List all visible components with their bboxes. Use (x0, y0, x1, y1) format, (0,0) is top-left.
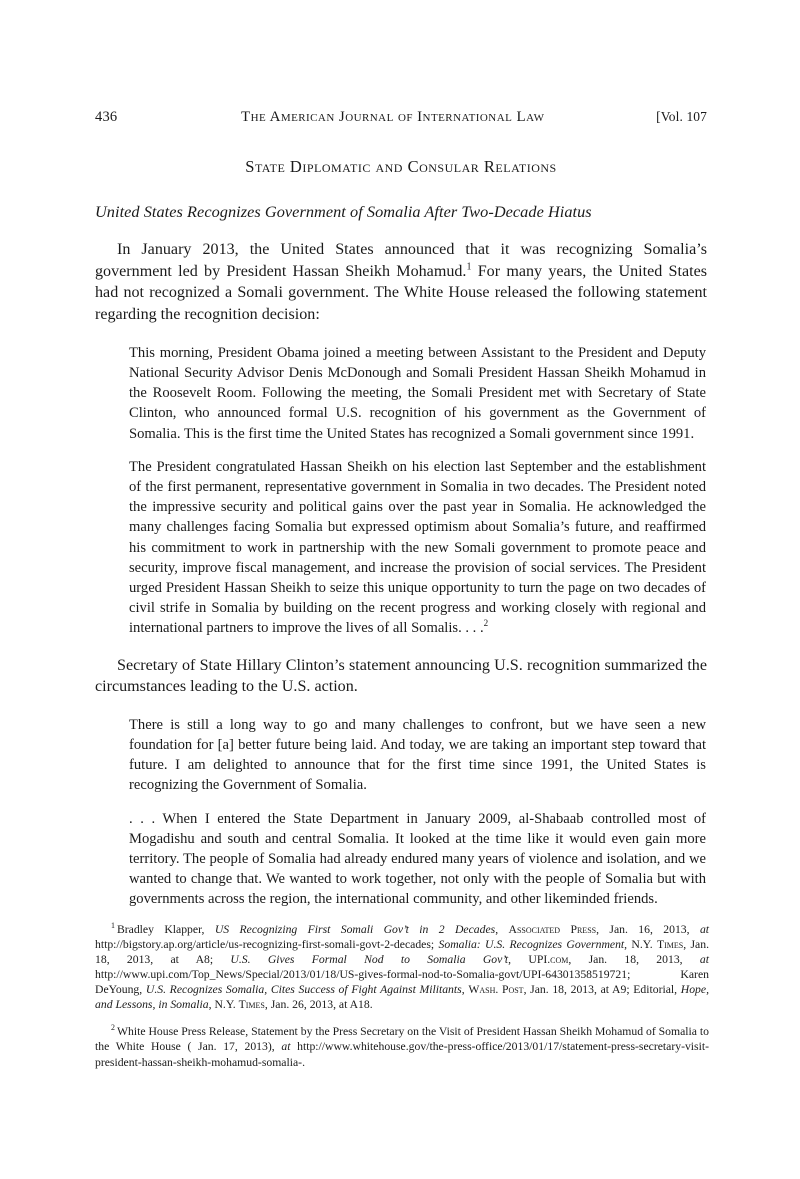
footnote-text-run: Bradley Klapper, (116, 922, 215, 936)
footnote-text-run: , UPI. (508, 952, 551, 966)
running-head (95, 108, 707, 126)
white-house-statement-quote (129, 343, 706, 639)
footnote-ref-2[interactable]: 2 (483, 618, 489, 629)
footnote-text-run: , (461, 983, 469, 997)
footnote-text-run: Times (656, 937, 684, 951)
clinton-intro-paragraph: Secretary of State Hillary Clinton’s statement announcing U.S. recognition summarized the circumstances leading to the U.S. action. (95, 656, 707, 696)
intro-paragraph (95, 239, 707, 326)
footnote-text-run: U.S. Gives Formal Nod to Somalia Gov’t (230, 952, 509, 966)
footnote-text-run: Wash. Post (468, 983, 524, 997)
footnote-text-run: http://www.whitehouse.gov/the-press-office/2013/01/17/statement-press-secretary-visit-president-hassan-sheikh-mohamud-somalia-. (95, 1040, 709, 1069)
footnote-marker: 2 (111, 1023, 115, 1033)
footnote-text-run: http://www.upi.com/Top_News/Special/2013/01/18/US-gives-formal-nod-to-Somalia-govt/UPI-64301358519721; Karen DeYoung, (95, 968, 709, 997)
section-heading: State Diplomatic and Consular Relations (245, 157, 557, 176)
footnote-text-run: , N.Y. (624, 937, 657, 951)
quote-paragraph-text: The President congratulated Hassan Sheikh on his election last September and the establishment of the first permanent, representative government in Somalia in two decades. The President noted the impressive security and political gains over the past year in Somalia. He acknowledged the many challenges facing Somalia but expressed optimism about Somalia’s future, and reaffirmed his commitment to work in partnership with the new Somali government to promote peace and security, improve fiscal management, and increase the provision of social services. The President urged President Hassan Sheikh to seize this unique opportunity to turn the page on two decades of civil strife in Somalia by building on the recent progress and working closely with regional and international partners to improve the lives of all Somalis. . . . (129, 458, 706, 637)
footnote-text-run: , Jan. 16, 2013, (596, 922, 700, 936)
footnote-text-run: http://bigstory.ap.org/article/us-recognizing-first-somali-govt-2-decades; (95, 937, 439, 951)
footnote (95, 922, 709, 1013)
quote-paragraph: There is still a long way to go and many challenges to confront, but we have seen a new foundation for [a] better future being laid. And today, we are taking an important step toward that future. I am delighted to announce that for the first time since 1991, the United States is recognizing the Government of Somalia. (129, 716, 706, 794)
quote-paragraph (129, 457, 706, 639)
footnote-text-run: US Recognizing First Somali Gov’t in 2 Decades (214, 922, 496, 936)
footnote-text-run: U.S. Recognizes Somalia, Cites Success of Fight Against Militants (145, 983, 462, 997)
footnote-ref-1[interactable]: 1 (466, 261, 472, 273)
footnote-text-run: Associated Press (508, 922, 597, 936)
page-content (95, 108, 707, 910)
footnote-text-run: , Jan. 26, 2013, at A18. (264, 998, 373, 1012)
footnote-text-run: com (550, 952, 569, 966)
quote-paragraph: . . . When I entered the State Department in January 2009, al-Shabaab controlled most of Mogadishu and south and central Somalia. It looked at the time like it would even gain more territory. The people of Somalia had already endured many years of violence and isolation, and we wanted to change that. We wanted to work together, not only with the people of Somalia but with governments across the region, the international community, and other likeminded friends. (129, 810, 706, 908)
footnote (95, 1024, 709, 1069)
footnote-text-run: at (699, 952, 709, 966)
footnote-text-run: , Jan. 18, 2013, at A9; Editorial, (523, 983, 681, 997)
article-title: United States Recognizes Government of Somalia After Two-Decade Hiatus (95, 201, 592, 221)
intro-paragraph-text-1: In January 2013, the United States announced that it was recognizing Somalia’s government led by President Hassan Sheikh Mohamud. (95, 241, 707, 280)
volume-label: [Vol. 107 (656, 109, 707, 124)
journal-title: The American Journal of International Law (241, 109, 545, 125)
quote-paragraph: This morning, President Obama joined a meeting between Assistant to the President and Deputy National Security Advisor Denis McDonough and Somali President Hassan Sheikh Mohamud in the Roosevelt Room. Following the meeting, the Somali President met with Secretary of State Clinton, who announced formal U.S. recognition of his government as the Government of Somalia. This is the first time the United States has recognized a Somali government since 1991. (129, 344, 706, 442)
footnote-text-run: Somalia: U.S. Recognizes Government (438, 937, 625, 951)
footnotes-section (95, 910, 709, 1071)
footnote-text-run: , Jan. 18, 2013, at A8; (95, 937, 709, 966)
footnote-text-run: , (495, 922, 509, 936)
clinton-statement-quote (129, 715, 706, 910)
footnote-marker: 1 (111, 920, 115, 930)
footnote-text-run: , N.Y. (208, 998, 239, 1012)
intro-paragraph-text-2: For many years, the United States had not recognized a Somali government. The White House released the following statement regarding the recognition decision: (95, 262, 707, 324)
footnote-text-run: Times (238, 998, 265, 1012)
footnote-text-run: at (699, 922, 710, 936)
page-number: 436 (95, 109, 118, 125)
footnote-text-run: at (281, 1040, 291, 1054)
footnote-text-run: , Jan. 18, 2013, (568, 952, 700, 966)
footnote-text-run: Hope, and Lessons, in Somalia (95, 983, 710, 1012)
footnote-text-run: White House Press Release, Statement by the Press Secretary on the Visit of President Hassan Sheikh Mohamud of Somalia to the White House ( Jan. 17, 2013), (95, 1025, 709, 1054)
